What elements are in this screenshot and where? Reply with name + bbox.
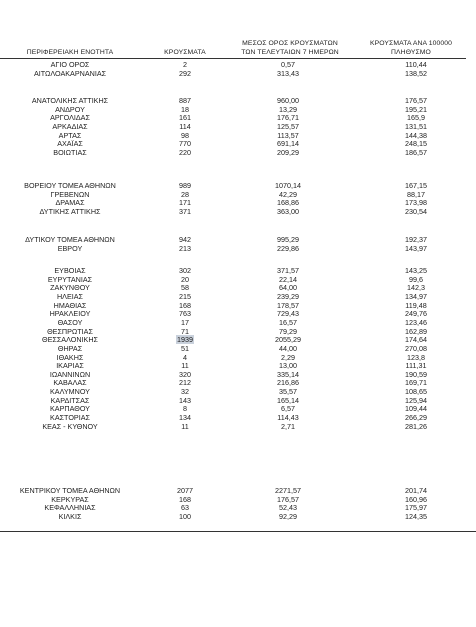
cases-per-100000-cell: 169,71 <box>405 378 427 388</box>
cases-per-100000-cell: 125,94 <box>405 395 427 405</box>
header-per-line1: ΚΡΟΥΣΜΑΤΑ ΑΝΑ 100000 <box>369 40 453 47</box>
seven-day-average-cell: 0,57 <box>281 60 295 69</box>
seven-day-average-cell: 313,43 <box>277 68 299 78</box>
cases-cell: 942 <box>179 235 191 244</box>
table-row <box>0 309 476 318</box>
table-row <box>0 422 476 431</box>
cases-cell: 11 <box>181 421 189 431</box>
region-name-cell: ΒΟΙΩΤΙΑΣ <box>53 147 87 157</box>
region-name-cell: ΚΑΡΔΙΤΣΑΣ <box>50 395 90 405</box>
region-name-cell: ΘΑΣΟΥ <box>57 317 83 327</box>
region-name-cell: ΚΑΒΑΛΑΣ <box>53 378 87 388</box>
cases-per-100000-cell: 167,15 <box>405 181 427 190</box>
cases-per-100000-cell: 266,29 <box>405 413 427 423</box>
table-row <box>0 404 476 413</box>
region-name-cell: ΑΡΤΑΣ <box>58 130 82 140</box>
seven-day-average-cell: 176,71 <box>277 113 299 123</box>
cases-per-100000-cell: 165,9 <box>407 113 425 123</box>
region-name-cell: ΕΥΒΟΙΑΣ <box>54 266 86 275</box>
cases-cell: 134 <box>179 413 191 423</box>
table-row <box>0 486 476 495</box>
table-row <box>0 122 476 131</box>
cases-cell: 98 <box>181 130 189 140</box>
region-name-cell: ΚΕΦΑΛΛΗΝΙΑΣ <box>44 503 96 513</box>
table-row <box>0 113 476 122</box>
cases-cell: 71 <box>181 326 189 336</box>
cases-cell: 168 <box>179 494 191 504</box>
table-row <box>0 266 476 275</box>
cases-cell: 213 <box>179 243 191 253</box>
region-name-cell: ΚΑΣΤΟΡΙΑΣ <box>50 413 90 423</box>
cases-cell: 8 <box>183 404 187 414</box>
cases-per-100000-cell: 175,97 <box>405 503 427 513</box>
region-name-cell: ΖΑΚΥΝΘΟΥ <box>50 283 90 293</box>
region-name-cell: ΑΧΑΪΑΣ <box>57 139 83 149</box>
region-name-cell: ΔΥΤΙΚΗΣ ΑΤΤΙΚΗΣ <box>39 206 101 216</box>
region-name-cell: ΑΡΓΟΛΙΔΑΣ <box>50 113 90 123</box>
region-name-cell: ΗΡΑΚΛΕΙΟΥ <box>49 309 91 319</box>
region-name-cell: ΘΕΣΠΡΩΤΙΑΣ <box>47 326 93 336</box>
region-name-cell: ΗΛΕΙΑΣ <box>56 291 84 301</box>
cases-cell: 32 <box>181 387 189 397</box>
seven-day-average-cell: 42,29 <box>279 189 297 199</box>
cases-cell <box>160 335 210 344</box>
cases-per-100000-cell: 195,21 <box>405 104 427 114</box>
region-name-cell: ΑΙΤΩΛΟΑΚΑΡΝΑΝΙΑΣ <box>33 68 107 78</box>
cases-cell: 28 <box>181 189 189 199</box>
seven-day-average-cell: 729,43 <box>277 309 299 319</box>
cases-cell: 989 <box>179 181 191 190</box>
cases-per-100000-cell: 99,6 <box>409 274 423 284</box>
cases-per-100000-cell: 201,74 <box>405 486 427 495</box>
cases-per-100000-cell: 173,98 <box>405 198 427 208</box>
table-row <box>0 413 476 422</box>
table-row <box>0 292 476 301</box>
table-row <box>0 335 476 344</box>
cases-cell: 2 <box>183 60 187 69</box>
region-name-cell: ΗΜΑΘΙΑΣ <box>53 300 87 310</box>
cases-per-100000-cell: 190,59 <box>405 369 427 379</box>
cases-per-100000-cell: 109,44 <box>405 404 427 414</box>
cases-cell: 171 <box>179 198 191 208</box>
cases-cell: 100 <box>179 511 191 521</box>
cases-cell: 114 <box>179 121 191 131</box>
region-name-cell: ΑΓΙΟ ΟΡΟΣ <box>50 60 90 69</box>
cases-cell: 17 <box>181 317 189 327</box>
region-name-cell: ΔΡΑΜΑΣ <box>55 198 85 208</box>
seven-day-average-cell: 16,57 <box>279 317 297 327</box>
seven-day-average-cell: 6,57 <box>281 404 295 414</box>
table-row <box>0 198 476 207</box>
cases-per-100000-cell: 123,8 <box>407 352 425 362</box>
cases-cell: 763 <box>179 309 191 319</box>
region-name-cell: ΒΟΡΕΙΟΥ ΤΟΜΕΑ ΑΘΗΝΩΝ <box>24 181 116 190</box>
region-name-cell: ΓΡΕΒΕΝΩΝ <box>50 189 90 199</box>
region-name-cell: ΘΕΣΣΑΛΟΝΙΚΗΣ <box>42 335 98 345</box>
seven-day-average-cell: 52,43 <box>279 503 297 513</box>
table-row <box>0 235 476 244</box>
table-row <box>0 512 476 521</box>
table-row <box>0 148 476 157</box>
table-row <box>0 275 476 284</box>
seven-day-average-cell: 125,57 <box>277 121 299 131</box>
table-row <box>0 327 476 336</box>
seven-day-average-cell: 1070,14 <box>275 181 301 190</box>
region-name-cell: ΑΝΔΡΟΥ <box>55 104 85 114</box>
region-name-cell: ΑΡΚΑΔΙΑΣ <box>52 121 88 131</box>
table-row <box>0 301 476 310</box>
seven-day-average-cell: 35,57 <box>279 387 297 397</box>
table-row <box>0 378 476 387</box>
table-row <box>0 60 476 69</box>
table-row <box>0 344 476 353</box>
region-name-cell: ΘΗΡΑΣ <box>57 343 83 353</box>
cases-per-100000-cell: 123,46 <box>405 317 427 327</box>
seven-day-average-cell: 2,29 <box>281 352 295 362</box>
cases-cell: 161 <box>179 113 191 123</box>
seven-day-average-cell: 13,00 <box>279 361 297 371</box>
cases-per-100000-cell: 119,48 <box>405 300 427 310</box>
seven-day-average-cell: 960,00 <box>277 96 299 105</box>
cases-per-100000-cell: 192,37 <box>405 235 427 244</box>
seven-day-average-cell: 44,00 <box>279 343 297 353</box>
cases-cell: 292 <box>179 68 191 78</box>
cases-per-100000-cell: 143,97 <box>405 243 427 253</box>
cases-per-100000-cell: 131,51 <box>405 121 427 131</box>
header-avg-line1: ΜΕΣΟΣ ΟΡΟΣ ΚΡΟΥΣΜΑΤΩΝ <box>242 40 338 47</box>
table-row <box>0 283 476 292</box>
seven-day-average-cell: 168,86 <box>277 198 299 208</box>
table-bottom-rule <box>0 531 476 532</box>
region-name-cell: ΕΥΡΥΤΑΝΙΑΣ <box>47 274 93 284</box>
table-row <box>0 495 476 504</box>
cases-cell: 4 <box>183 352 187 362</box>
cases-cell: 887 <box>179 96 191 105</box>
seven-day-average-cell: 371,57 <box>277 266 299 275</box>
cases-per-100000-cell: 249,76 <box>405 309 427 319</box>
region-name-cell: ΚΕΝΤΡΙΚΟΥ ΤΟΜΕΑ ΑΘΗΝΩΝ <box>19 486 121 495</box>
table-row <box>0 96 476 105</box>
seven-day-average-cell: 239,29 <box>277 291 299 301</box>
cases-cell: 320 <box>179 369 191 379</box>
table-row <box>0 318 476 327</box>
cases-per-100000-cell: 248,15 <box>405 139 427 149</box>
seven-day-average-cell: 2,71 <box>281 421 295 431</box>
cases-cell: 371 <box>179 206 191 216</box>
cases-cell: 51 <box>181 343 189 353</box>
region-name-cell: ΚΕΑΣ - ΚΥΘΝΟΥ <box>42 421 98 431</box>
region-name-cell: ΚΑΛΥΜΝΟΥ <box>50 387 90 397</box>
table-row <box>0 207 476 216</box>
table-row <box>0 105 476 114</box>
region-name-cell: ΔΥΤΙΚΟΥ ΤΟΜΕΑ ΑΘΗΝΩΝ <box>25 235 115 244</box>
seven-day-average-cell: 209,29 <box>277 147 299 157</box>
cases-cell: 143 <box>179 395 191 405</box>
cases-cell: 63 <box>181 503 189 513</box>
region-name-cell: ΑΝΑΤΟΛΙΚΗΣ ΑΤΤΙΚΗΣ <box>31 96 109 105</box>
cases-per-100000-cell: 230,54 <box>405 206 427 216</box>
cases-per-100000-cell: 162,89 <box>405 326 427 336</box>
seven-day-average-cell: 113,57 <box>277 130 299 140</box>
seven-day-average-cell: 216,86 <box>277 378 299 388</box>
header-divider <box>0 58 466 59</box>
header-avg-line2: ΤΩΝ ΤΕΛΕΥΤΑΙΩΝ 7 ΗΜΕΡΩΝ <box>241 49 339 56</box>
table-row <box>0 387 476 396</box>
cases-cell: 770 <box>179 139 191 149</box>
region-name-cell: ΚΕΡΚΥΡΑΣ <box>51 494 89 504</box>
table-row <box>0 139 476 148</box>
cases-cell: 20 <box>181 274 189 284</box>
table-row <box>0 503 476 512</box>
seven-day-average-cell: 165,14 <box>277 395 299 405</box>
header-region: ΠΕΡΙΦΕΡΕΙΑΚΗ ΕΝΟΤΗΤΑ <box>26 49 114 56</box>
seven-day-average-cell: 79,29 <box>279 326 297 336</box>
cases-cell: 11 <box>181 361 189 371</box>
header-per-line2: ΠΛΗΘΥΣΜΟ <box>391 49 431 56</box>
seven-day-average-cell: 2271,57 <box>275 486 301 495</box>
header-cases: ΚΡΟΥΣΜΑΤΑ <box>164 49 206 56</box>
cases-per-100000-cell: 108,65 <box>405 387 427 397</box>
table-row <box>0 181 476 190</box>
cases-per-100000-cell: 174,64 <box>405 335 427 345</box>
seven-day-average-cell: 64,00 <box>279 283 297 293</box>
cases-cell: 18 <box>181 104 189 114</box>
cases-cell: 212 <box>179 378 191 388</box>
selected-cases-value[interactable]: 1939 <box>177 335 193 345</box>
cases-per-100000-cell: 142,3 <box>407 283 425 293</box>
seven-day-average-cell: 229,86 <box>277 243 299 253</box>
seven-day-average-cell: 114,43 <box>277 413 299 423</box>
cases-per-100000-cell: 270,08 <box>405 343 427 353</box>
table-row <box>0 353 476 362</box>
seven-day-average-cell: 178,57 <box>277 300 299 310</box>
region-name-cell: ΙΩΑΝΝΙΝΩΝ <box>49 369 91 379</box>
cases-per-100000-cell: 124,35 <box>405 511 427 521</box>
region-name-cell: ΙΘΑΚΗΣ <box>56 352 84 362</box>
cases-per-100000-cell: 144,38 <box>405 130 427 140</box>
cases-per-100000-cell: 186,57 <box>405 147 427 157</box>
cases-per-100000-cell: 160,96 <box>405 494 427 504</box>
cases-cell: 58 <box>181 283 189 293</box>
seven-day-average-cell: 13,29 <box>279 104 297 114</box>
seven-day-average-cell: 22,14 <box>279 274 297 284</box>
cases-cell: 168 <box>179 300 191 310</box>
seven-day-average-cell: 691,14 <box>277 139 299 149</box>
cases-cell: 215 <box>179 291 191 301</box>
seven-day-average-cell: 176,57 <box>277 494 299 504</box>
table-row <box>0 370 476 379</box>
table-row <box>0 244 476 253</box>
cases-per-100000-cell: 88,17 <box>407 189 425 199</box>
region-name-cell: ΚΙΛΚΙΣ <box>58 511 82 521</box>
cases-per-100000-cell: 110,44 <box>405 60 427 69</box>
cases-per-100000-cell: 176,57 <box>405 96 427 105</box>
table-row <box>0 361 476 370</box>
cases-per-100000-cell: 281,26 <box>405 421 427 431</box>
table-row <box>0 396 476 405</box>
seven-day-average-cell: 335,14 <box>277 369 299 379</box>
cases-per-100000-cell: 111,31 <box>405 361 427 371</box>
seven-day-average-cell: 363,00 <box>277 206 299 216</box>
region-name-cell: ΚΑΡΠΑΘΟΥ <box>50 404 90 414</box>
cases-cell: 302 <box>179 266 191 275</box>
cases-cell: 220 <box>179 147 191 157</box>
cases-per-100000-cell: 134,97 <box>405 291 427 301</box>
table-row <box>0 190 476 199</box>
cases-cell: 2077 <box>177 486 193 495</box>
table-row <box>0 69 476 78</box>
table-row <box>0 131 476 140</box>
region-name-cell: ΙΚΑΡΙΑΣ <box>56 361 84 371</box>
cases-per-100000-cell: 138,52 <box>405 68 427 78</box>
seven-day-average-cell: 995,29 <box>277 235 299 244</box>
seven-day-average-cell: 2055,29 <box>275 335 301 345</box>
region-name-cell: ΕΒΡΟΥ <box>57 243 83 253</box>
cases-per-100000-cell: 143,25 <box>405 266 427 275</box>
seven-day-average-cell: 92,29 <box>279 511 297 521</box>
